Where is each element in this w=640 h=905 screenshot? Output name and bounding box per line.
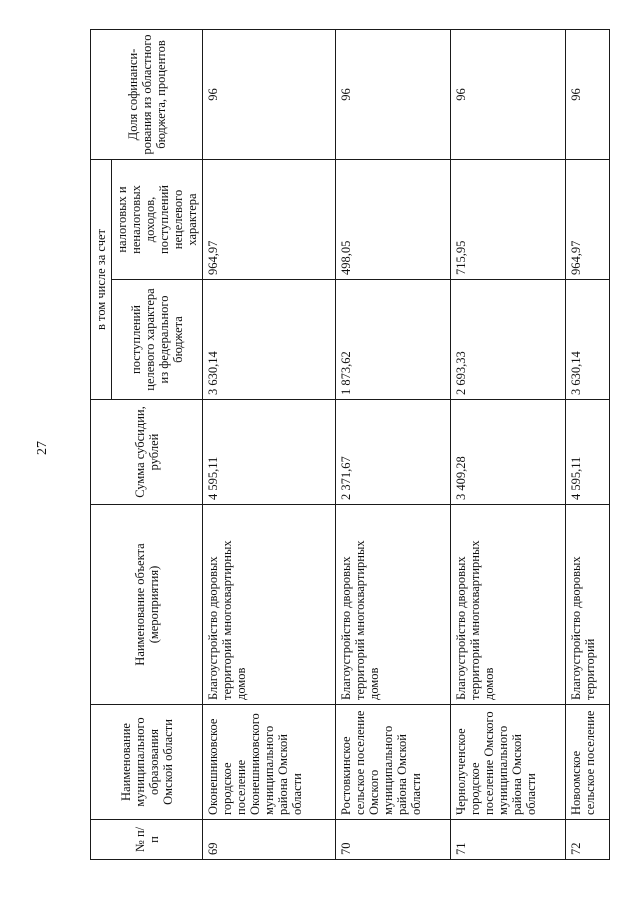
cell-federal: 1 873,62	[335, 280, 450, 400]
cell-municipality: Чернолученское городское поселение Омского муниципального района Омской области	[450, 705, 565, 820]
cell-share: 96	[450, 29, 565, 159]
cell-num: 69	[203, 820, 336, 860]
cell-share: 96	[565, 29, 609, 159]
cell-share: 96	[203, 29, 336, 159]
table-row	[335, 29, 450, 859]
header-municipality: Наименование муниципального образования Омской области	[91, 705, 203, 820]
cell-num: 72	[565, 820, 609, 860]
cell-municipality: Новоомское сельское поселение	[565, 705, 609, 820]
header-share: Доля софинанси-рования из областного бюджета, процентов	[91, 29, 203, 159]
cell-federal: 3 630,14	[203, 280, 336, 400]
cell-tax: 498,05	[335, 159, 450, 279]
cell-num: 70	[335, 820, 450, 860]
cell-num: 71	[450, 820, 565, 860]
table-row	[450, 29, 565, 859]
header-including: в том числе за счет	[91, 159, 112, 399]
cell-subsidy: 4 595,11	[565, 400, 609, 505]
cell-federal: 3 630,14	[565, 280, 609, 400]
cell-municipality: Оконешниковское городское поселение Оконешниковского муниципального района Омской области	[203, 705, 336, 820]
cell-tax: 715,95	[450, 159, 565, 279]
page-number: 27	[35, 441, 50, 455]
rotated-table-container	[90, 30, 610, 860]
cell-subsidy: 4 595,11	[203, 400, 336, 505]
cell-municipality: Ростовкинское сельское поселение Омского муниципального района Омской области	[335, 705, 450, 820]
table-header-row	[91, 29, 112, 859]
cell-object: Благоустройство дворовых территорий многоквартирных домов	[335, 505, 450, 705]
cell-federal: 2 693,33	[450, 280, 565, 400]
table-row	[203, 29, 336, 859]
table-row	[565, 29, 609, 859]
header-num: № п/п	[91, 820, 203, 860]
header-object: Наименование объекта (мероприятия)	[91, 505, 203, 705]
header-federal: поступлений целевого характера из федерального бюджета	[112, 280, 203, 400]
cell-object: Благоустройство дворовых территорий многоквартирных домов	[450, 505, 565, 705]
cell-object: Благоустройство дворовых территорий	[565, 505, 609, 705]
cell-subsidy: 3 409,28	[450, 400, 565, 505]
cell-tax: 964,97	[203, 159, 336, 279]
cell-subsidy: 2 371,67	[335, 400, 450, 505]
header-tax: налоговых и неналоговых доходов, поступлений нецелевого характера	[112, 159, 203, 279]
cell-tax: 964,97	[565, 159, 609, 279]
subsidy-table	[90, 29, 610, 860]
header-subsidy: Сумма субсидии, рублей	[91, 400, 203, 505]
cell-share: 96	[335, 29, 450, 159]
cell-object: Благоустройство дворовых территорий многоквартирных домов	[203, 505, 336, 705]
